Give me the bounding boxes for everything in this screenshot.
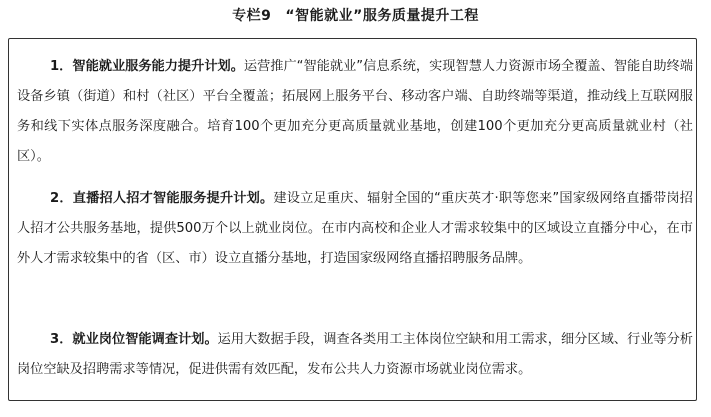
plan-item-3-body: 运用大数据手段，调查各类用工主体岗位空缺和用工需求，细分区域、行业等分析岗位空缺及招聘需求等情况，促进供需有效匹配，发布公共人力资源市场就业岗位需求。 [17,332,693,377]
plan-item-1 [17,52,693,172]
plan-item-2-body: 建设立足重庆、辐射全国的“重庆英才·职等您来”国家级网络直播带岗招人招才公共服务基地，提供500万个以上就业岗位。在市内高校和企业人才需求较集中的区域设立直播分中心，在市外人才需求较集中的省（区、市）设立直播分基地，打造国家级网络直播招聘服务品牌。 [17,191,693,266]
plan-item-1-heading: 1．智能就业服务能力提升计划。 [50,59,244,74]
plan-item-3 [17,325,693,385]
column-title-text: “智能就业”服务质量提升工程 [285,8,479,24]
plan-item-3-heading: 3．就业岗位智能调查计划。 [50,332,218,347]
column-box [8,38,697,401]
plan-item-1-body: 运营推广“智能就业”信息系统，实现智慧人力资源市场全覆盖、智能自助终端设备乡镇（街道）和村（社区）平台全覆盖；拓展网上服务平台、移动客户端、自助终端等渠道，推动线上互联网服务和线下实体点服务深度融合。培育100个更加充分更高质量就业基地，创建100个更加充分更高质量就业村（社区）。 [17,59,693,164]
plan-item-2-heading: 2．直播招人招才智能服务提升计划。 [50,191,274,206]
column-label: 专栏9 [232,8,272,24]
plan-item-2 [17,184,693,274]
column-title [0,6,711,26]
